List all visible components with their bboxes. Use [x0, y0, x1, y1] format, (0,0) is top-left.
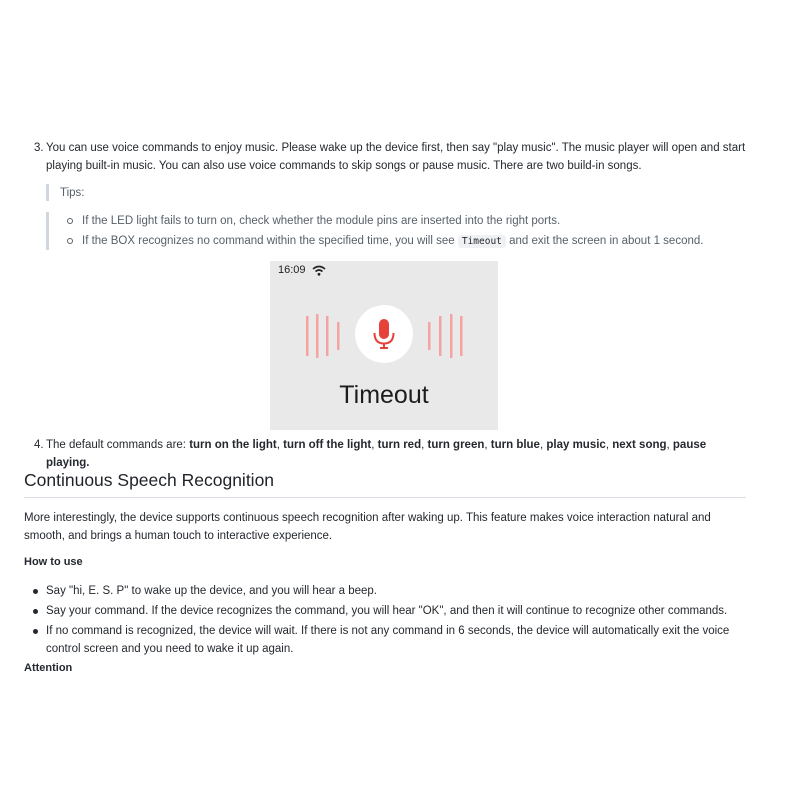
tips-item: If the LED light fails to turn on, check whether the module pins are inserted into the right ports.	[60, 212, 750, 232]
circle-bullet-icon	[67, 218, 73, 224]
list-text: You can use voice commands to enjoy music. Please wake up the device first, then say "play music". The music player will open and start playing built-in music. You can also use voice commands to skip songs or pause music. There are two build-in songs.	[46, 142, 746, 172]
sound-bars-left	[304, 314, 344, 358]
truncated-heading: Attention	[24, 662, 73, 674]
step-item: Say "hi, E. S. P" to wake up the device, and you will hear a beep.	[24, 582, 746, 600]
step-item: If no command is recognized, the device will wait. If there is not any command in 6 seconds, the device will automatically exit the voice control screen and you need to wake it up again.	[24, 622, 746, 658]
section-heading: Continuous Speech Recognition	[24, 470, 746, 498]
section-paragraph: More interestingly, the device supports continuous speech recognition after waking up. This feature makes voice interaction natural and smooth, and brings a human touch to interactive experience.	[24, 512, 711, 542]
circle-bullet-icon	[67, 238, 73, 244]
howto-label: How to use	[24, 556, 83, 568]
step-item: Say your command. If the device recognizes the command, you will hear "OK", and then it will continue to recognize other commands.	[24, 602, 746, 620]
inline-code: Timeout	[458, 235, 506, 248]
tips-list	[60, 212, 750, 252]
sound-bars-right	[426, 314, 466, 358]
status-time: 16:09	[278, 264, 306, 276]
bullet-icon	[33, 609, 38, 614]
steps-list	[24, 582, 746, 660]
tips-label: Tips:	[60, 187, 85, 199]
list-number: 3.	[34, 142, 44, 154]
list-text: The default commands are: turn on the light, turn off the light, turn red, turn green, turn blue, play music, next song, pause playing.	[46, 439, 707, 469]
timeout-label: Timeout	[339, 381, 429, 409]
tips-item: If the BOX recognizes no command within the specified time, you will see Timeout and exit the screen in about 1 second.	[60, 232, 750, 252]
device-screenshot	[270, 261, 498, 430]
blockquote-bar	[46, 212, 49, 250]
bullet-icon	[33, 589, 38, 594]
bullet-icon	[33, 629, 38, 634]
blockquote-bar	[46, 184, 49, 201]
list-number: 4.	[34, 439, 44, 451]
microphone-icon	[355, 305, 413, 363]
mic-button	[355, 305, 413, 363]
wifi-icon	[312, 265, 326, 276]
